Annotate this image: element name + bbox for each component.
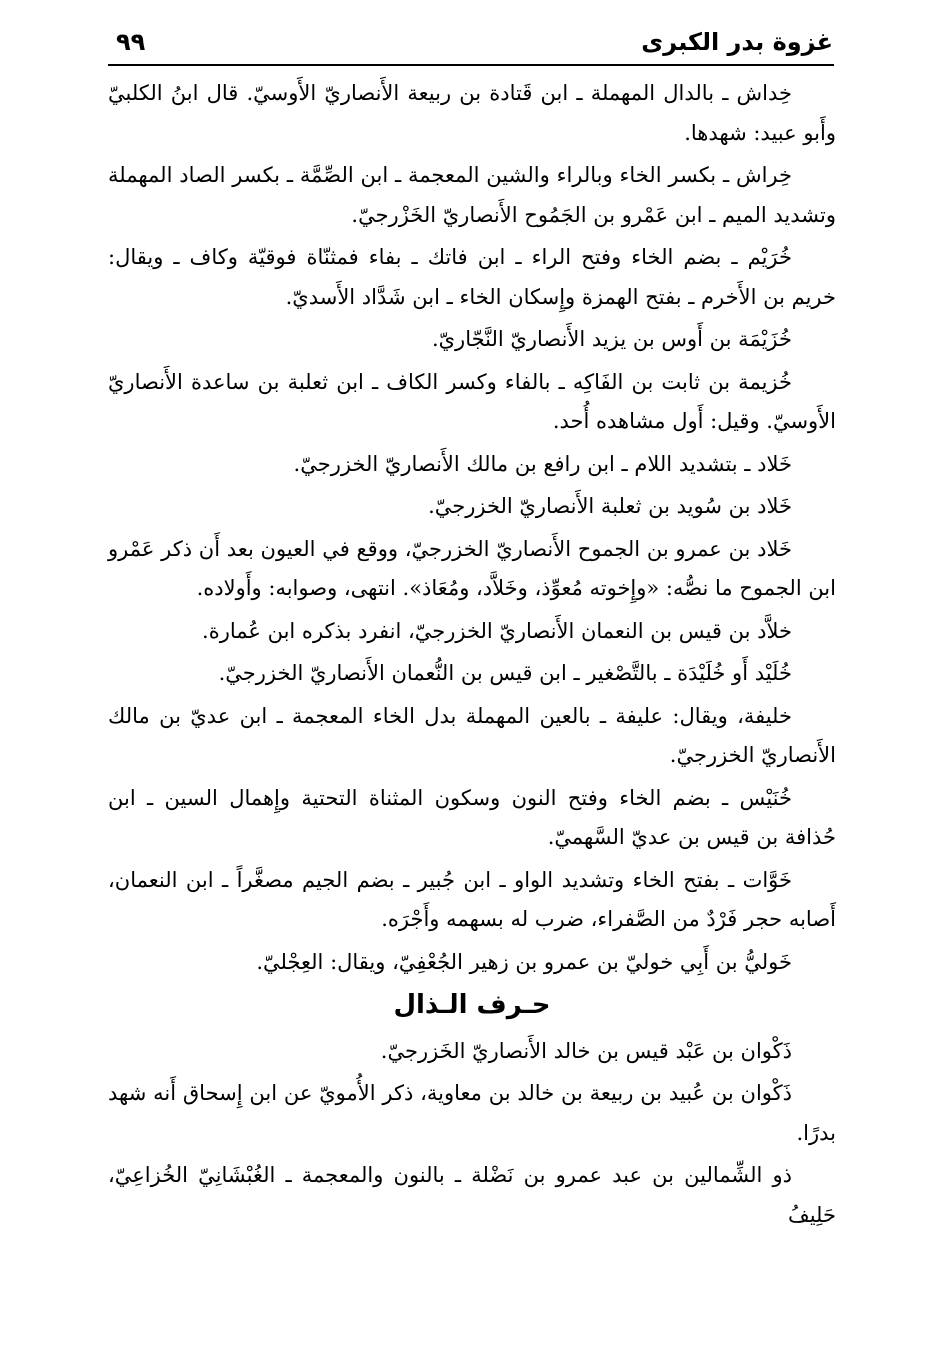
- header-rule: [108, 64, 834, 66]
- entry-paragraph: ذَكْوان بن عُبيد بن ربيعة بن خالد بن معاوية، ذكر الأُمويّ عن ابن إِسحاق أَنه شهد بدرًا.: [108, 1081, 836, 1145]
- entry-paragraph: ذو الشِّمالين بن عبد عمرو بن نَضْلة ـ بالنون والمعجمة ـ الغُبْشَانِيّ الخُزاعِيّ، حَلِيفُ: [108, 1163, 836, 1227]
- entry-paragraph: خليفة، ويقال: عليفة ـ بالعين المهملة بدل الخاء المعجمة ـ ابن عديّ بن مالك الأَنصاريّ الخزرجيّ.: [108, 703, 836, 767]
- entry-paragraph: خلاَّد بن قيس بن النعمان الأَنصاريّ الخزرجيّ، انفرد بذكره ابن عُمارة.: [202, 618, 792, 643]
- entry-paragraph: خُزَيْمَة بن أَوس بن يزيد الأَنصاريّ النَّجّاريّ.: [431, 327, 792, 351]
- entry-paragraph: خَلاد بن سُويد بن ثعلبة الأَنصاريّ الخزرجيّ.: [428, 494, 792, 518]
- entry-paragraph: خُلَيْد أَو خُلَيْدَة ـ بالتَّصْغير ـ ابن قيس بن النُّعمان الأَنصاريّ الخزرجيّ.: [218, 661, 792, 685]
- entry-paragraph: خُنَيْس ـ بضم الخاء وفتح النون وسكون المثناة التحتية وإِهمال السين ـ ابن حُذافة بن قيس بن عديّ السَّهميّ.: [108, 785, 836, 849]
- entry-paragraph: خَوليُّ بن أَبِي خوليّ بن عمرو بن زهير الجُعْفِيّ، ويقال: العِجْليّ.: [256, 949, 792, 974]
- page-number: ٩٩: [116, 28, 146, 56]
- section-title: حـرف الـذال: [393, 990, 551, 1020]
- entry-paragraph: ذَكْوان بن عَبْد قيس بن خالد الأَنصاريّ الخَزرجيّ.: [380, 1038, 792, 1063]
- page-body: [108, 74, 836, 1238]
- entry-paragraph: خَلاد بن عمرو بن الجموح الأَنصاريّ الخزرجيّ، ووقع في العيون بعد أَن ذكر عَمْرو ابن الجموح ما نصُّه: «وإِخوته مُعوِّذ، وخَلاَّد، ومُعَاذ». انتهى، وصوابه: وأَولاده.: [108, 536, 836, 600]
- running-title: غزوة بدر الكبرى: [641, 28, 833, 56]
- entry-paragraph: خَوَّات ـ بفتح الخاء وتشديد الواو ـ ابن جُبير ـ بضم الجيم مصغَّراً ـ ابن النعمان، أَصابه حجر فَرْدٌ من الصَّفراء، ضرب له بسهمه وأَجْرَه.: [108, 867, 836, 931]
- entry-paragraph: خِراش ـ بكسر الخاء وبالراء والشين المعجمة ـ ابن الصِّمَّة ـ بكسر الصاد المهملة وتشديد الميم ـ ابن عَمْرو بن الجَمُوح الأَنصاريّ الخَزْرجيّ.: [108, 163, 836, 227]
- page-header: [108, 28, 833, 62]
- entry-paragraph: خُرَيْم ـ بضم الخاء وفتح الراء ـ ابن فاتك ـ بفاء فمثنّاة فوقيّة وكاف ـ ويقال: خريم بن الأَخرم ـ بفتح الهمزة وإِسكان الخاء ـ ابن شَدَّاد الأَسديّ.: [108, 245, 836, 309]
- entry-paragraph: خِداش ـ بالدال المهملة ـ ابن قَتادة بن ربيعة الأَنصاريّ الأَوسيّ. قال ابنُ الكلبيّ وأَبو عبيد: شهدها.: [108, 81, 836, 145]
- entry-paragraph: خُزيمة بن ثابت بن الفَاكِه ـ بالفاء وكسر الكاف ـ ابن ثعلبة بن ساعدة الأَنصاريّ الأَوسيّ. وقيل: أَول مشاهده أُحد.: [108, 369, 836, 433]
- entry-paragraph: خَلاد ـ بتشديد اللام ـ ابن رافع بن مالك الأَنصاريّ الخزرجيّ.: [293, 451, 792, 476]
